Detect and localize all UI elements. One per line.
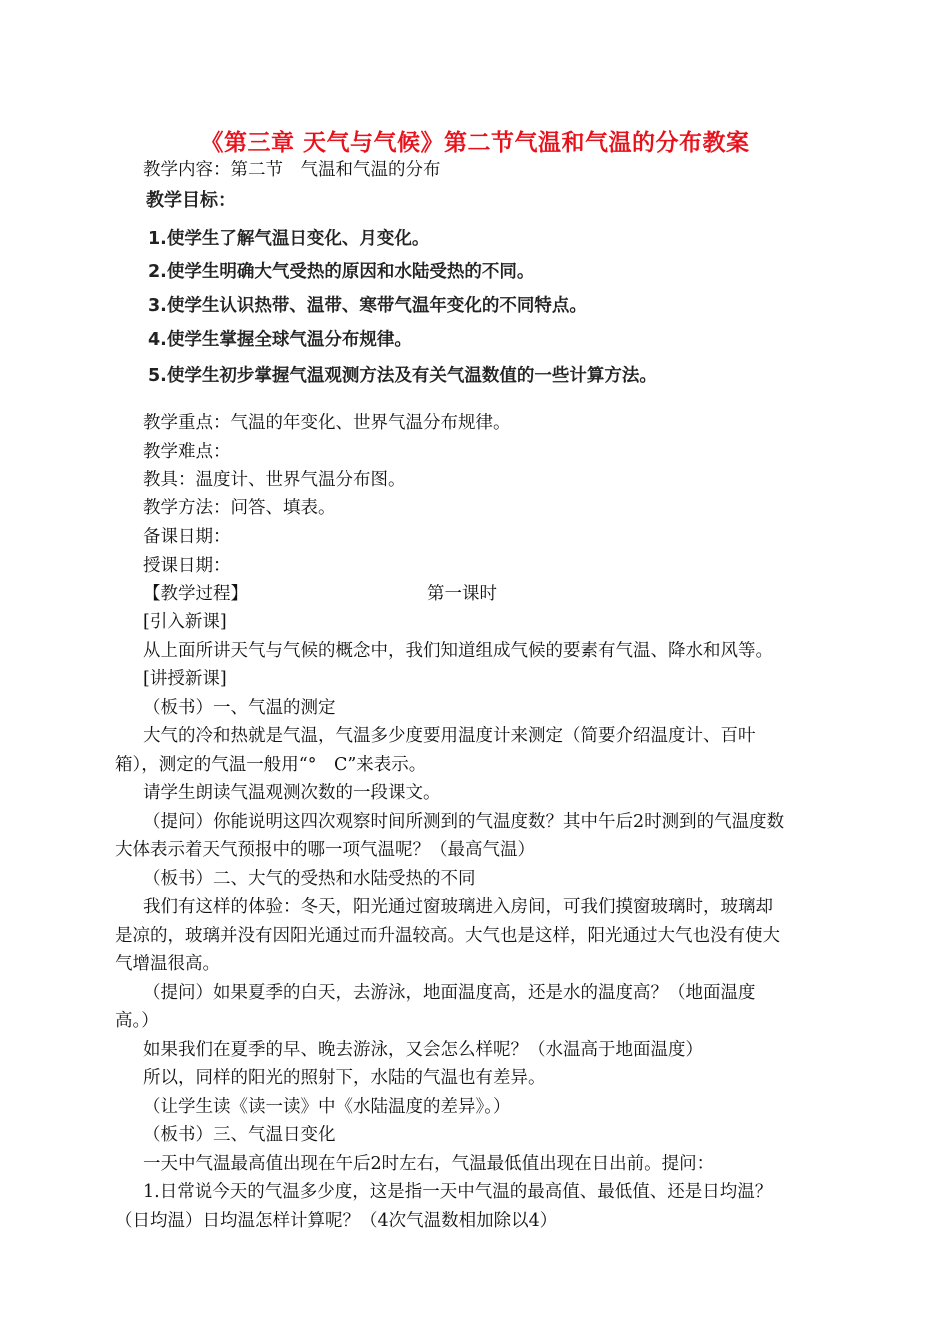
key-points: 教学重点：气温的年变化、世界气温分布规律。 xyxy=(143,413,511,433)
paragraph: 从上面所讲天气与气候的概念中，我们知道组成气候的要素有气温、降水和风等。 xyxy=(143,641,773,661)
paragraph: 大气的冷和热就是气温，气温多少度要用温度计来测定（简要介绍温度计、百叶 xyxy=(143,726,756,746)
paragraph: [引入新课] xyxy=(143,612,227,632)
paragraph: [讲授新课] xyxy=(143,669,227,689)
question: 1.日常说今天的气温多少度，这是指一天中气温的最高值、最低值、还是日均温？ xyxy=(143,1182,773,1202)
paragraph: 是凉的，玻璃并没有因阳光通过而升温较高。大气也是这样，阳光通过大气也没有使大 xyxy=(115,926,780,946)
question: 大体表示着天气预报中的哪一项气温呢？（最高气温） xyxy=(115,840,535,860)
paragraph: 箱），测定的气温一般用“° C”来表示。 xyxy=(115,755,427,775)
paragraph: 如果我们在夏季的早、晚去游泳，又会怎么样呢？（水温高于地面温度） xyxy=(143,1040,703,1060)
document-title: 《第三章 天气与气候》第二节气温和气温的分布教案 xyxy=(200,130,750,156)
board-note: （板书）一、气温的测定 xyxy=(143,698,336,718)
objectives-heading: 教学目标： xyxy=(146,190,236,211)
question: 高。） xyxy=(115,1011,159,1031)
prep-date: 备课日期： xyxy=(143,527,231,547)
method: 教学方法：问答、填表。 xyxy=(143,498,336,518)
paragraph: 气增温很高。 xyxy=(115,954,220,974)
paragraph: （让学生读《读一读》中《水陆温度的差异》。） xyxy=(143,1097,511,1117)
objective-item: 4.使学生掌握全球气温分布规律。 xyxy=(148,330,412,350)
process-heading: 【教学过程】 xyxy=(143,584,248,604)
board-note: （板书）二、大气的受热和水陆受热的不同 xyxy=(143,869,476,889)
tools: 教具：温度计、世界气温分布图。 xyxy=(143,470,406,490)
question: （提问）你能说明这四次观察时间所测到的气温度数？其中午后2时测到的气温度数 xyxy=(143,812,785,832)
objective-item: 5.使学生初步掌握气温观测方法及有关气温数值的一些计算方法。 xyxy=(148,366,657,386)
board-note: （板书）三、气温日变化 xyxy=(143,1125,336,1145)
paragraph: 请学生朗读气温观测次数的一段课文。 xyxy=(143,783,441,803)
paragraph: 我们有这样的体验：冬天，阳光通过窗玻璃进入房间，可我们摸窗玻璃时，玻璃却 xyxy=(143,897,773,917)
lesson-label: 第一课时 xyxy=(427,584,497,604)
difficulties: 教学难点： xyxy=(143,442,231,462)
objective-item: 2.使学生明确大气受热的原因和水陆受热的不同。 xyxy=(148,262,535,282)
question: （日均温）日均温怎样计算呢？（4次气温数相加除以4） xyxy=(115,1211,558,1231)
paragraph: 一天中气温最高值出现在午后2时左右，气温最低值出现在日出前。提问： xyxy=(143,1154,715,1174)
teach-date: 授课日期： xyxy=(143,556,231,576)
content-line: 教学内容：第二节 气温和气温的分布 xyxy=(143,160,441,180)
paragraph: 所以，同样的阳光的照射下，水陆的气温也有差异。 xyxy=(143,1068,546,1088)
objective-item: 1.使学生了解气温日变化、月变化。 xyxy=(148,229,430,249)
question: （提问）如果夏季的白天，去游泳，地面温度高，还是水的温度高？（地面温度 xyxy=(143,983,756,1003)
objective-item: 3.使学生认识热带、温带、寒带气温年变化的不同特点。 xyxy=(148,296,587,316)
